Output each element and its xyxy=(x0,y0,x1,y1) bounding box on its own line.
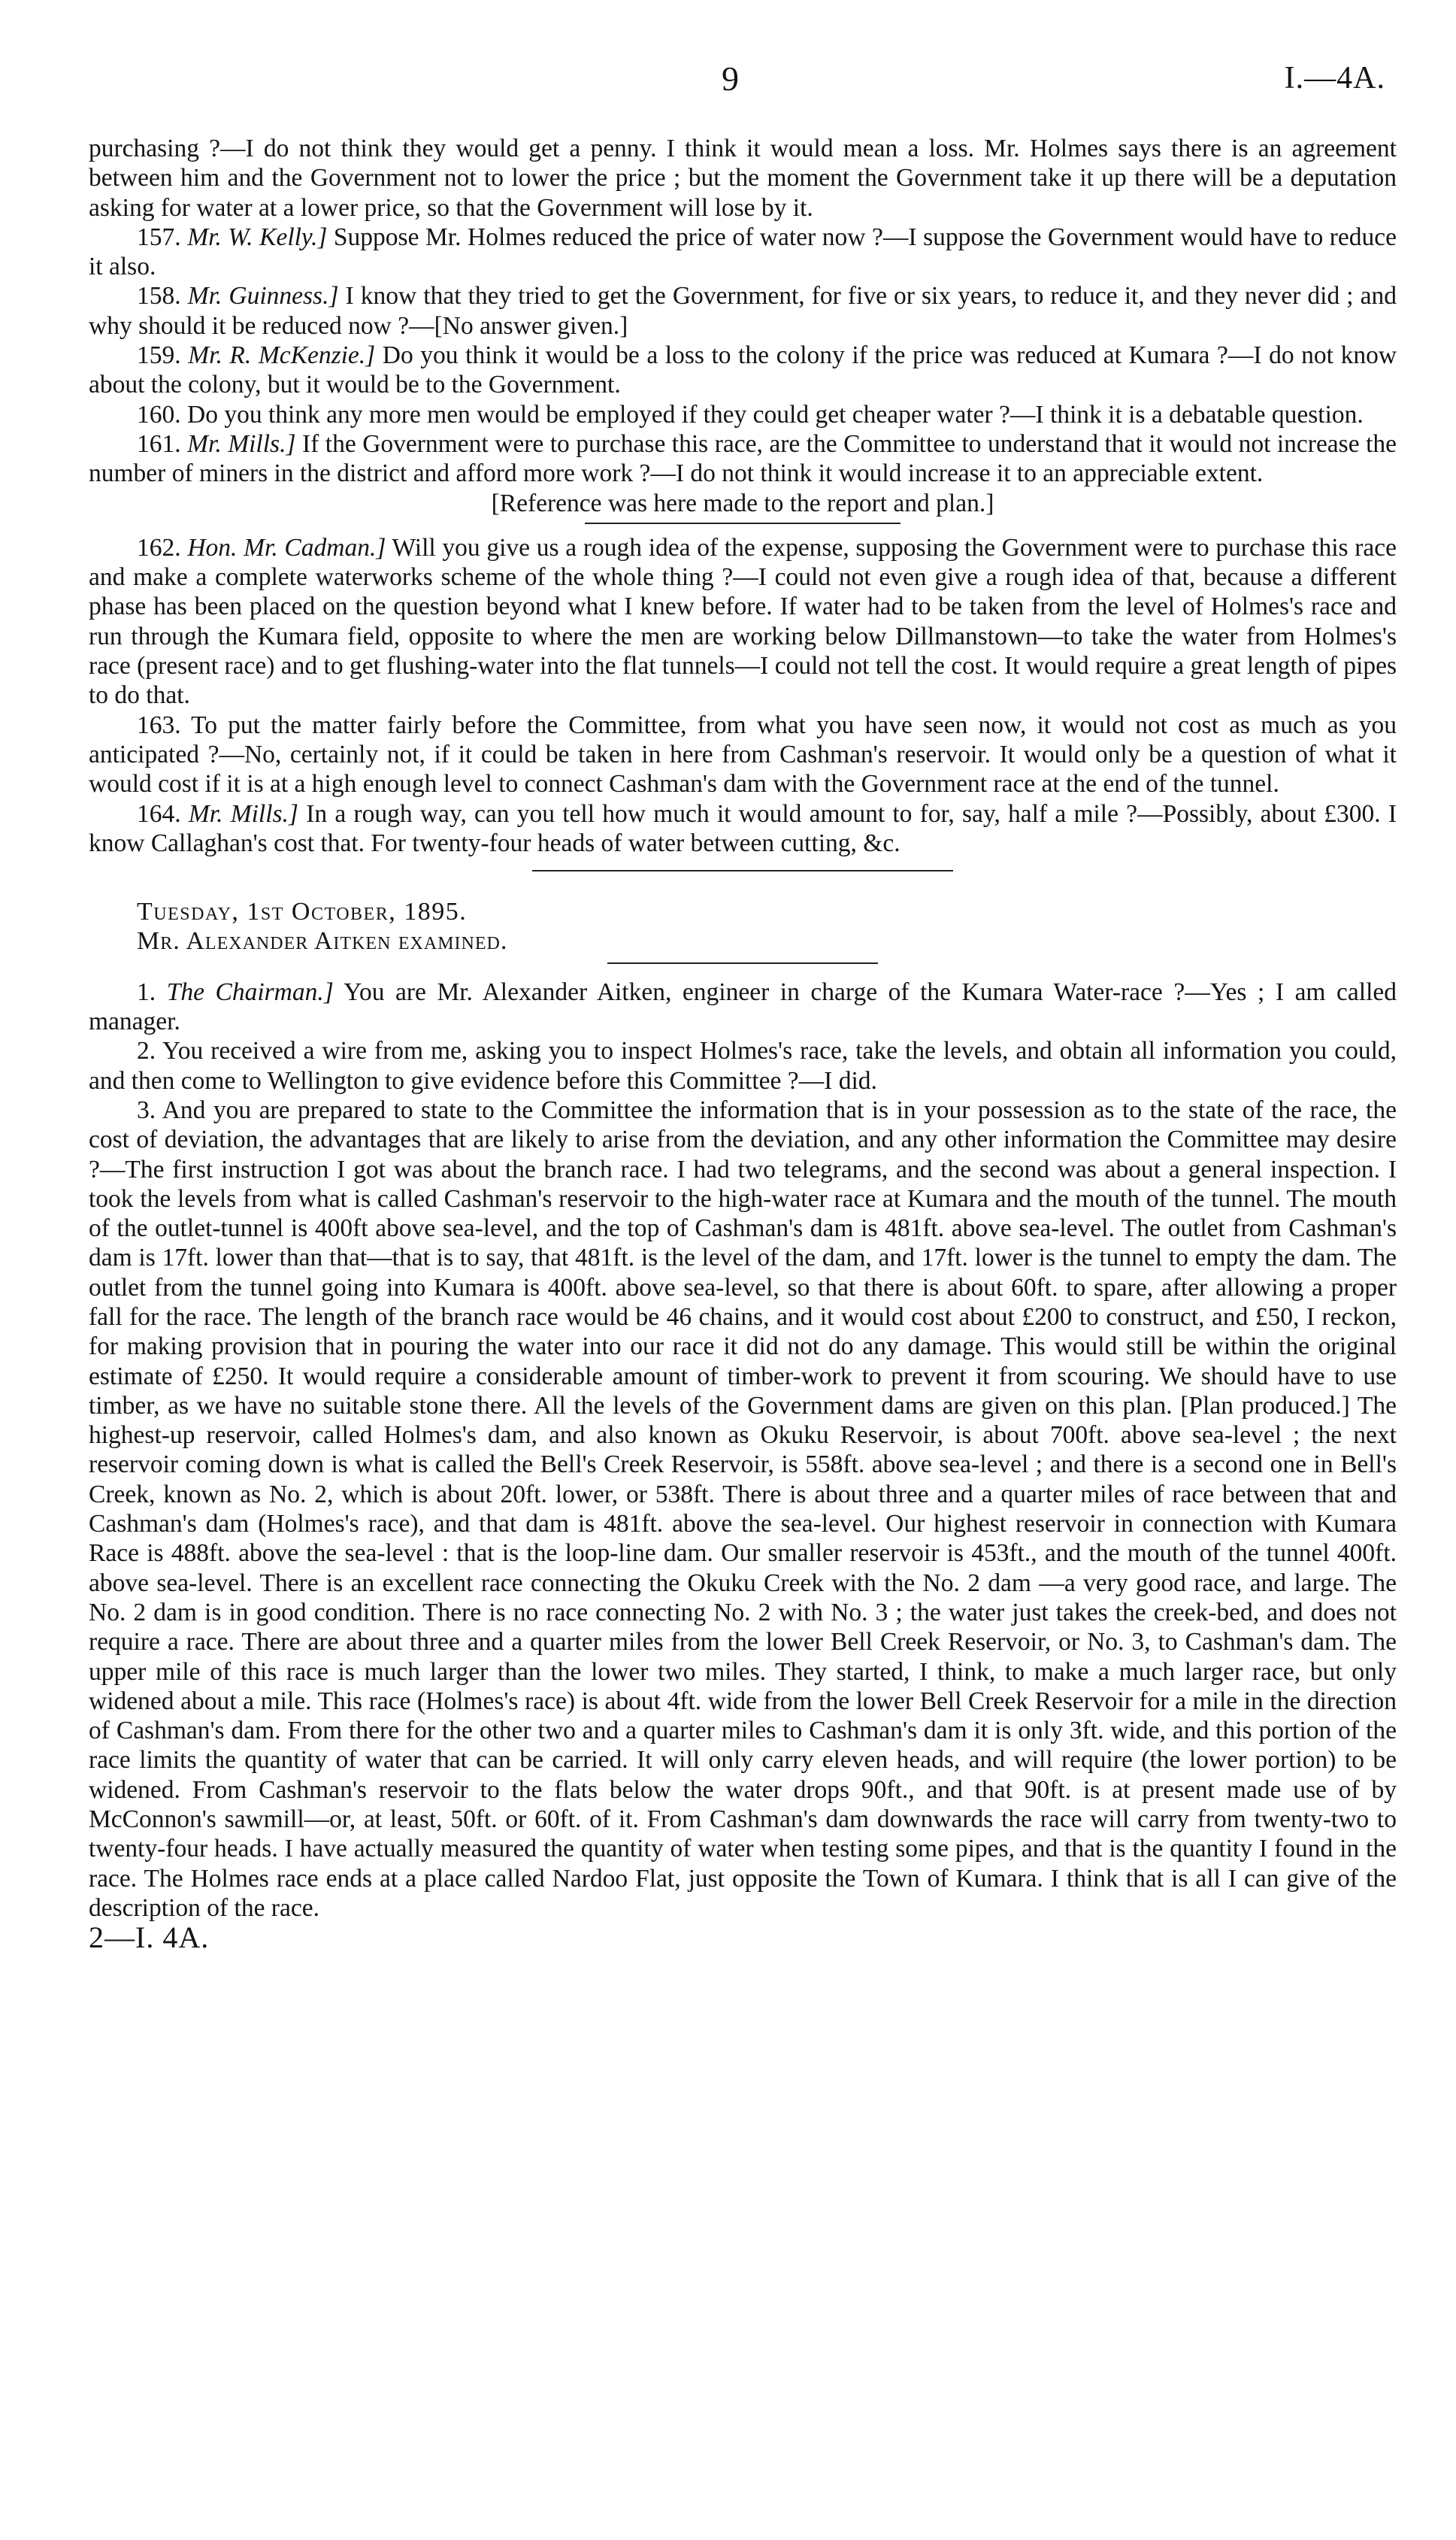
section-divider xyxy=(607,962,878,964)
reference-note: [Reference was here made to the report and plan.] xyxy=(491,489,994,517)
answer-1: 1. The Chairman.] You are Mr. Alexander Aitken, engineer in charge of the Kumara Water-race ?—Yes ; I am called manager. xyxy=(89,978,1397,1036)
signature-mark: 2—I. 4A. xyxy=(89,1920,210,1955)
question-158: 158. Mr. Guinness.] I know that they tried to get the Government, for five or six years, to reduce it, and they never did ; and why should it be reduced now ?—[No answer given.] xyxy=(89,282,1397,340)
speaker-name: Hon. Mr. Cadman.] xyxy=(187,533,386,562)
body-text xyxy=(89,134,1397,1953)
question-163: 163. To put the matter fairly before the Committee, from what you have seen now, it would not cost as much as you anticipated ?—No, certainly not, if it could be taken in here from Cashman's reservoir. It would only be a question of what it would cost if it is at a high enough level to connect Cashman's dam with the Government race at the end of the tunnel. xyxy=(89,711,1397,799)
section-divider xyxy=(585,523,901,524)
question-157: 157. Mr. W. Kelly.] Suppose Mr. Holmes reduced the price of water now ?—I suppose the Government would have to reduce it also. xyxy=(89,223,1397,281)
question-160: 160. Do you think any more men would be employed if they could get cheaper water ?—I think it is a debatable question. xyxy=(137,400,1364,429)
speaker-name: The Chairman.] xyxy=(166,978,334,1006)
section-divider xyxy=(532,870,953,871)
page-header xyxy=(0,59,1456,104)
answer-3: 3. And you are prepared to state to the Committee the information that is in your possession as to the state of the race, the cost of deviation, the advantages that are likely to arise from the deviation, and any other information the Committee may desire ?—The first instruction I got was about the branch race. I had two telegrams, and the second was about a general inspection. I took the levels from what is called Cashman's reservoir to the high-water race at Kumara and the mouth of the tunnel. The mouth of the outlet-tunnel is 400ft above sea-level, and the top of Cashman's dam is 481ft. above sea-level. The outlet from Cashman's dam is 17ft. lower than that—that is to say, that 481ft. is the level of the dam, and 17ft. lower is the tunnel to empty the dam. The outlet from the tunnel going into Kumara is 400ft. above sea-level, so that there is about 60ft. to spare, after allowing a proper fall for the race. The length of the branch race would be 46 chains, and it would cost about £200 to construct, and £50, I reckon, for making provision that in pouring the water into our race it did not do any damage. This would still be within the original estimate of £250. It would require a considerable amount of timber-work to prevent it from scouring. We should have to use timber, as we have no suitable stone there. All the levels of the Government dams are given on this plan. [Plan produced.] The highest-up reservoir, called Holmes's dam, and also known as Okuku Reservoir, is about 700ft. above sea-level ; the next reservoir coming down is what is called the Bell's Creek Reservoir, is 558ft. above sea-level ; and there is a second one in Bell's Creek, known as No. 2, which is about 20ft. lower, or 538ft. There is about three and a quarter miles of race between that and Cashman's dam (Holmes's race), and that dam is 481ft. above the sea-level. Our highest reservoir in connection with Kumara Race is 488ft. above the sea-level : that is the loop-line dam. Our smaller reservoir is 453ft., and the mouth of the tunnel 400ft. above sea-level. There is an excellent race connecting the Okuku Creek with the No. 2 dam —a very good race, and large. The No. 2 dam is in good condition. There is no race connecting No. 2 with No. 3 ; the water just takes the creek-bed, and does not require a race. There are about three and a quarter miles from the lower Bell Creek Reservoir, or No. 3, to Cashman's dam. The upper mile of this race is much larger than the lower two miles. They started, I think, to make a much larger race, but only widened about a mile. This race (Holmes's race) is about 4ft. wide from the lower Bell Creek Reservoir for a mile in the direction of Cashman's dam. From there for the other two and a quarter miles to Cashman's dam it is only 3ft. wide, and this portion of the race limits the quantity of water that can be carried. It will only carry eleven heads, and will require (the lower portion) to be widened. From Cashman's reservoir to the flats below the water drops 90ft., and that 90ft. is at present made use of by McConnon's sawmill—or, at least, 50ft. or 60ft. of it. From Cashman's dam downwards the race will carry from twenty-two to twenty-four heads. I have actually measured the quantity of water when testing some pipes, and that is the quantity I found in the race. The Holmes race ends at a place called Nardoo Flat, just opposite the Town of Kumara. I think that is all I can give of the description of the race. xyxy=(89,1096,1397,1922)
page-number: 9 xyxy=(722,59,739,98)
speaker-name: Mr. Guinness.] xyxy=(187,282,339,311)
question-162: 162. Hon. Mr. Cadman.] Will you give us a rough idea of the expense, supposing the Government were to purchase this race and make a complete waterworks scheme of the whole thing ?—I could not even give a rough idea of that, because a different phase has been placed on the question beyond what I knew before. If water had to be taken from the level of Holmes's race and run through the Kumara field, opposite to where the men are working below Dillmanstown—to take the water from Holmes's race (present race) and to get flushing-water into the flat tunnels—I could not tell the cost. It would require a great length of pipes to do that. xyxy=(89,533,1397,710)
speaker-name: Mr. Mills.] xyxy=(187,429,296,458)
speaker-name: Mr. Mills.] xyxy=(188,799,298,828)
question-161: 161. Mr. Mills.] If the Government were to purchase this race, are the Committee to understand that it would not increase the number of miners in the district and afford more work ?—I do not think it would increase it to an appreciable extent. xyxy=(89,429,1397,488)
speaker-name: Mr. W. Kelly.] xyxy=(187,223,328,251)
paper-reference: I.—4A. xyxy=(1284,61,1385,95)
answer-2: 2. You received a wire from me, asking you to inspect Holmes's race, take the levels, and obtain all information you could, and then come to Wellington to give evidence before this Committee ?—I did. xyxy=(89,1037,1397,1095)
speaker-name: Mr. R. McKenzie.] xyxy=(188,341,376,370)
witness-heading: Mr. Alexander Aitken examined. xyxy=(137,927,508,956)
opening-paragraph: purchasing ?—I do not think they would get a penny. I think it would mean a loss. Mr. Holmes says there is an agreement between him and the Government not to lower the price ; but the moment the Government take it up there will be a deputation asking for water at a lower price, so that the Government will lose by it. xyxy=(89,135,1397,222)
session-section xyxy=(89,897,1397,1955)
question-164: 164. Mr. Mills.] In a rough way, can you tell how much it would amount to for, say, half a mile ?—Possibly, about £300. I know Callaghan's cost that. For twenty-four heads of water between cutting, &c. xyxy=(89,799,1397,857)
session-date: Tuesday, 1st October, 1895. xyxy=(137,898,468,926)
question-159: 159. Mr. R. McKenzie.] Do you think it would be a loss to the colony if the price was reduced at Kumara ?—I do not know about the colony, but it would be to the Government. xyxy=(89,341,1397,399)
